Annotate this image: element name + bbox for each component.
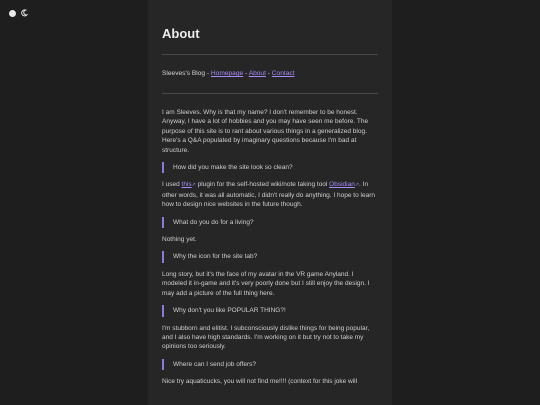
page-title: About	[162, 26, 200, 41]
contact-link[interactable]: Contact	[271, 70, 295, 77]
intro-text: Here's a Q&A populated by imaginary questions because I'm bad at structure.	[162, 137, 357, 154]
question: Why don't you like POPULAR THING?!	[162, 305, 380, 316]
nav-separator: -	[205, 70, 211, 77]
external-link-icon: ↗	[354, 182, 360, 189]
question: Why the icon for the site tab?	[162, 251, 380, 262]
moon-icon	[20, 9, 28, 17]
question: What do you do for a living?	[162, 217, 380, 228]
intro-text: I am Sleeves. Why is that my name? I don't remember to be honest. Anyway, I have a lot of hobbies and you may have seen me before. The purpose of this site is to rant about various things in a generalized blog.	[162, 109, 369, 135]
theme-toggle[interactable]	[9, 9, 29, 17]
nav-separator: -	[265, 70, 272, 77]
blog-name: Sleeves's Blog	[162, 70, 206, 77]
circle-icon	[9, 10, 16, 17]
answer: Nice try aquaticucks, you will not find me!!!! (context for this joke will	[162, 378, 358, 386]
divider	[162, 54, 378, 55]
plugin-link[interactable]: this	[181, 181, 192, 189]
homepage-link[interactable]: Homepage	[210, 70, 244, 77]
main-column	[148, 0, 392, 405]
about-content	[162, 108, 380, 394]
answer: Nothing yet.	[162, 236, 197, 244]
breadcrumb	[162, 70, 295, 77]
about-link[interactable]: About	[248, 70, 266, 77]
question: How did you make the site look so clean?	[162, 162, 380, 173]
answer	[162, 180, 380, 209]
answer-text: plugin for the self-hosted wiki/note taking tool	[195, 181, 330, 189]
answer: I'm stubborn and elitist. I subconsciously dislike things for being popular, and I also have high standards. I'm working on it but try not to take my opinions too seriously.	[162, 324, 370, 351]
divider	[162, 93, 378, 94]
answer-text: . In other words, it was all automatic, I didn't really do anything. I hope to learn how to design nice websites in the future though.	[162, 181, 375, 209]
answer: Long story, but it's the face of my avatar in the VR game Anyland. I modeled it in-game and it's very poorly done but I still enjoy the design. I may add a picture of the full thing here.	[162, 270, 370, 297]
obsidian-link[interactable]: Obsidian	[329, 181, 355, 189]
question: Where can I send job offers?	[162, 359, 380, 370]
intro-paragraph	[162, 108, 380, 155]
external-link-icon: ↗	[191, 182, 196, 189]
answer-text: I used	[162, 181, 182, 189]
nav-separator: -	[243, 70, 249, 77]
